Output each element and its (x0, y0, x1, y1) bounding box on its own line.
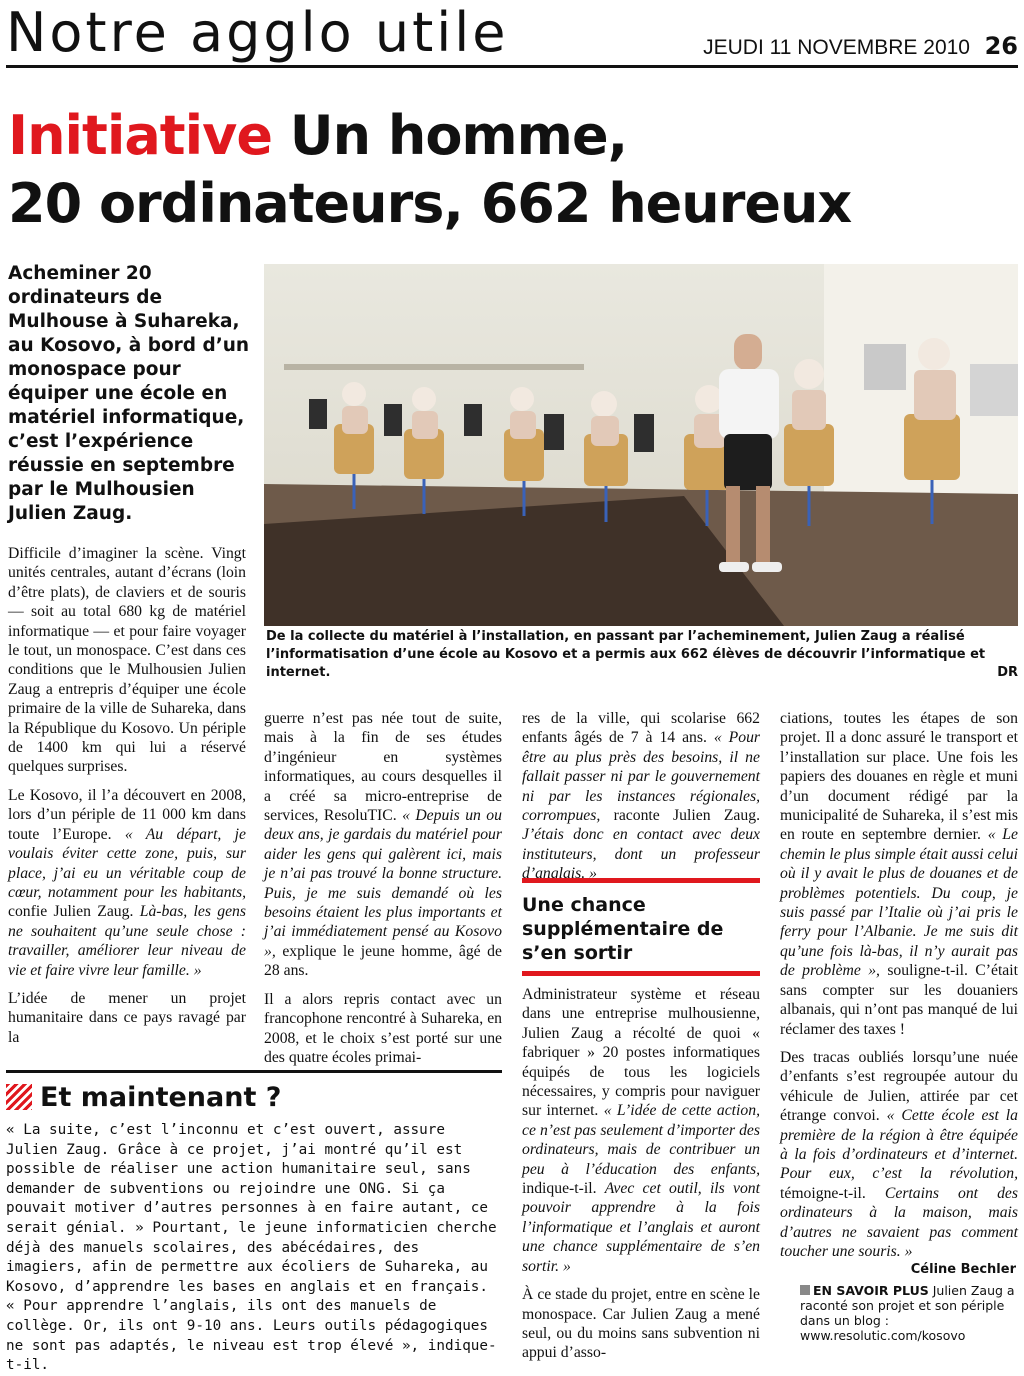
text-run: témoigne-t-il. (780, 1184, 885, 1202)
hatched-square-icon (6, 1084, 32, 1110)
headline (8, 102, 1018, 238)
article-column-4 (780, 709, 1018, 1270)
photo-caption (266, 628, 1018, 682)
text-run: guerre n’est pas née tout de suite, mais à la fin de ses études d’ingénieur en systèmes informatiques, au cours desquelles il a créé sa micro-entreprise de services, ResoluTIC. (264, 710, 502, 825)
paragraph (8, 786, 246, 980)
classroom-photo (264, 264, 1018, 626)
quote: « Depuis un ou deux ans, je gardais du matériel pour aider les gens qui galèrent ici, mais je n’ai pas trouvé la bonne structure. Puis, je me suis demandé où les besoins étaient les plus importants et j’ai immédiatement pensé au Kosovo », (264, 807, 502, 960)
more-info-label: EN SAVOIR PLUS (813, 1283, 929, 1298)
quote: « Pour être au plus près des besoins, il ne fallait passer ni par le gouvernement ni par les instances régionales, corrompues, (522, 729, 761, 825)
paragraph: L’idée de mener un projet humanitaire dans ce pays ravagé par la (8, 989, 246, 1046)
sidebar-box-heading: Et maintenant ? (40, 1081, 282, 1113)
text-run: Administrateur système et réseau dans une entreprise mulhousienne, Julien Zaug a récolté de quoi « fabriquer » 20 postes informatiques équipés de tous les logiciels nécessaires, y compris pour naviguer sur internet. (522, 986, 760, 1120)
quote: Là-bas, les gens ne souhaitent qu’une seule chose : travailler, améliorer leur niveau de vie et faire vivre leur famille. » (8, 903, 246, 979)
text-run: ciations, toutes les étapes de son projet. Il a donc assuré le transport et l’installation sur place. Une fois les papiers des douanes en règle et muni d’un document rédigé par la municipalité de Suhareka, il s’est mis en route en septembre dernier. (780, 710, 1018, 844)
paragraph (522, 709, 760, 884)
article-column-3-continued (522, 985, 760, 1372)
lead-paragraph: Acheminer 20 ordinateurs de Mulhouse à Suhareka, au Kosovo, à bord d’un monospace pour équiper une école en matériel informatique, c’est l’expérience réussie en septembre par le Mulhousien Julien Zaug. (8, 263, 250, 524)
article-column-1 (8, 544, 246, 1056)
page-number: 26 (984, 32, 1018, 60)
subheading: Une chance supplémentaire de s’en sortir (522, 878, 760, 976)
headline-line-2: 20 ordinateurs, 662 heureux (8, 172, 852, 235)
paragraph: Il a alors repris contact avec un francophone rencontré à Suhareka, en 2008, et le choix s’est porté sur une des quatre écoles primai- (264, 990, 502, 1066)
page-header (6, 0, 1018, 68)
photo-caption-text: De la collecte du matériel à l’installation, en passant par l’acheminement, Julien Zaug a réalisé l’informatisation d’une école au Kosovo et a permis aux 662 élèves de découvrir l’informatique et internet. (266, 629, 986, 680)
text-run: raconte Julien Zaug. (600, 807, 760, 825)
classroom-illustration (264, 264, 1018, 626)
article-column-2 (264, 709, 502, 1076)
text-run: res de la ville, qui scolarise 662 enfants âgés de 7 à 14 ans. (522, 710, 760, 747)
more-info (800, 1283, 1020, 1343)
quote: « L’idée de cette action, ce n’est pas seulement d’importer des ordinateurs, mais de contribuer un peu à l’éducation des enfants, (522, 1102, 760, 1178)
quote: « Cette école est la première de la région à être équipée à la fois d’ordinateurs et d’internet. Pour eux, c’est la révolution, (780, 1107, 1019, 1183)
paragraph: À ce stade du projet, entre en scène le monospace. Car Julien Zaug a mené seul, ou du moins sans subvention ni appui d’asso- (522, 1286, 760, 1362)
text-run: Le Kosovo, il l’a découvert en 2008, lors d’un périple de 11 000 km dans toute l’Europe. (8, 786, 246, 843)
text-run: explique le jeune homme, âgé de 28 ans. (264, 942, 502, 980)
paragraph: Difficile d’imaginer la scène. Vingt unités centrales, autant d’écrans (loin d’être plats), de claviers et de souris — soit au total 680 kg de matériel informatique — et pour faire voyager le tout, un monospace. C’est dans ces conditions que le Mulhousien Julien Zaug a entrepris d’équiper une école primaire de la ville de Suhareka, dans la République du Kosovo. Un périple de 1400 km qui lui a réservé quelques surprises. (8, 545, 246, 776)
headline-kicker: Initiative (8, 104, 272, 167)
text-run: indique-t-il. (522, 1180, 605, 1198)
sidebar-box (6, 1070, 502, 1374)
bullet-square-icon (800, 1285, 810, 1295)
issue-date: JEUDI 11 NOVEMBRE 2010 (703, 36, 970, 59)
text-run: souligne-t-il. C’était sans compter sur les douaniers albanais, qui n’ont pas manqué de lui réclamer des taxes ! (780, 962, 1018, 1038)
paragraph (780, 1048, 1018, 1261)
text-run: Des tracas oubliés lorsqu’une nuée d’enfants s’est regroupée autour du véhicule de Julien, attirée par cet étrange convoi. (780, 1048, 1018, 1125)
more-info-text: Julien Zaug a raconté son projet et son périple dans un blog : www.resolutic.com/kosovo (800, 1283, 1015, 1343)
section-title: Notre agglo utile (6, 1, 509, 64)
quote: Certains ont des ordinateurs à la maison, mais d’autres ne savaient pas comment toucher une souris. » (780, 1184, 1019, 1260)
sidebar-box-text: « La suite, c’est l’inconnu et c’est ouvert, assure Julien Zaug. Grâce à ce projet, j’ai montré qu’il est possible de réaliser une action humanitaire seul, sans demander de subventions ou rejoindre une ONG. Si ça pouvait motiver d’autres personnes à en faire autant, ce serait génial. » Pourtant, le jeune informaticien cherche déjà des manuels scolaires, des abécédaires, des imagiers, afin de permettre aux écoliers de Suhareka, au Kosovo, d’apprendre les bases en anglais et en français. « Pour apprendre l’anglais, ils ont des manuels de collège. Or, ils ont 9-10 ans. Leurs outils pédagogiques ne sont pas adaptés, le niveau est trop élevé », indique-t-il. (6, 1122, 497, 1374)
text-run: confie Julien Zaug. (8, 903, 140, 921)
quote: Avec cet outil, ils vont pouvoir apprendre à la fois l’informatique et l’anglais et auront une chance supplémentaire de s’en sortir. » (522, 1180, 760, 1275)
author-signature: Céline Bechler (910, 1262, 1016, 1277)
sidebar-box-title (6, 1073, 502, 1121)
quote: « Au départ, je voulais éviter cette zone, puis, sur place, j’ai eu un véritable coup de cœur, notamment pour les habitants, (8, 825, 246, 901)
paragraph (264, 709, 502, 981)
photo-credit: DR (997, 665, 1018, 680)
quote: J’étais donc en contact avec deux instituteurs, dont un professeur d’anglais. » (522, 826, 760, 883)
headline-line-1: Un homme, (289, 104, 628, 167)
paragraph (780, 709, 1018, 1039)
paragraph (522, 985, 760, 1276)
quote: « Le chemin le plus simple était aussi celui où il y avait le plus de douanes et de problèmes potentiels. Du coup, je suis passé par l’Italie où j’ai pris le ferry pour l’Albanie. Je me suis dit qu’une fois là-bas, il n’y aurait pas de problème », (780, 826, 1018, 980)
article-column-3 (522, 709, 760, 893)
